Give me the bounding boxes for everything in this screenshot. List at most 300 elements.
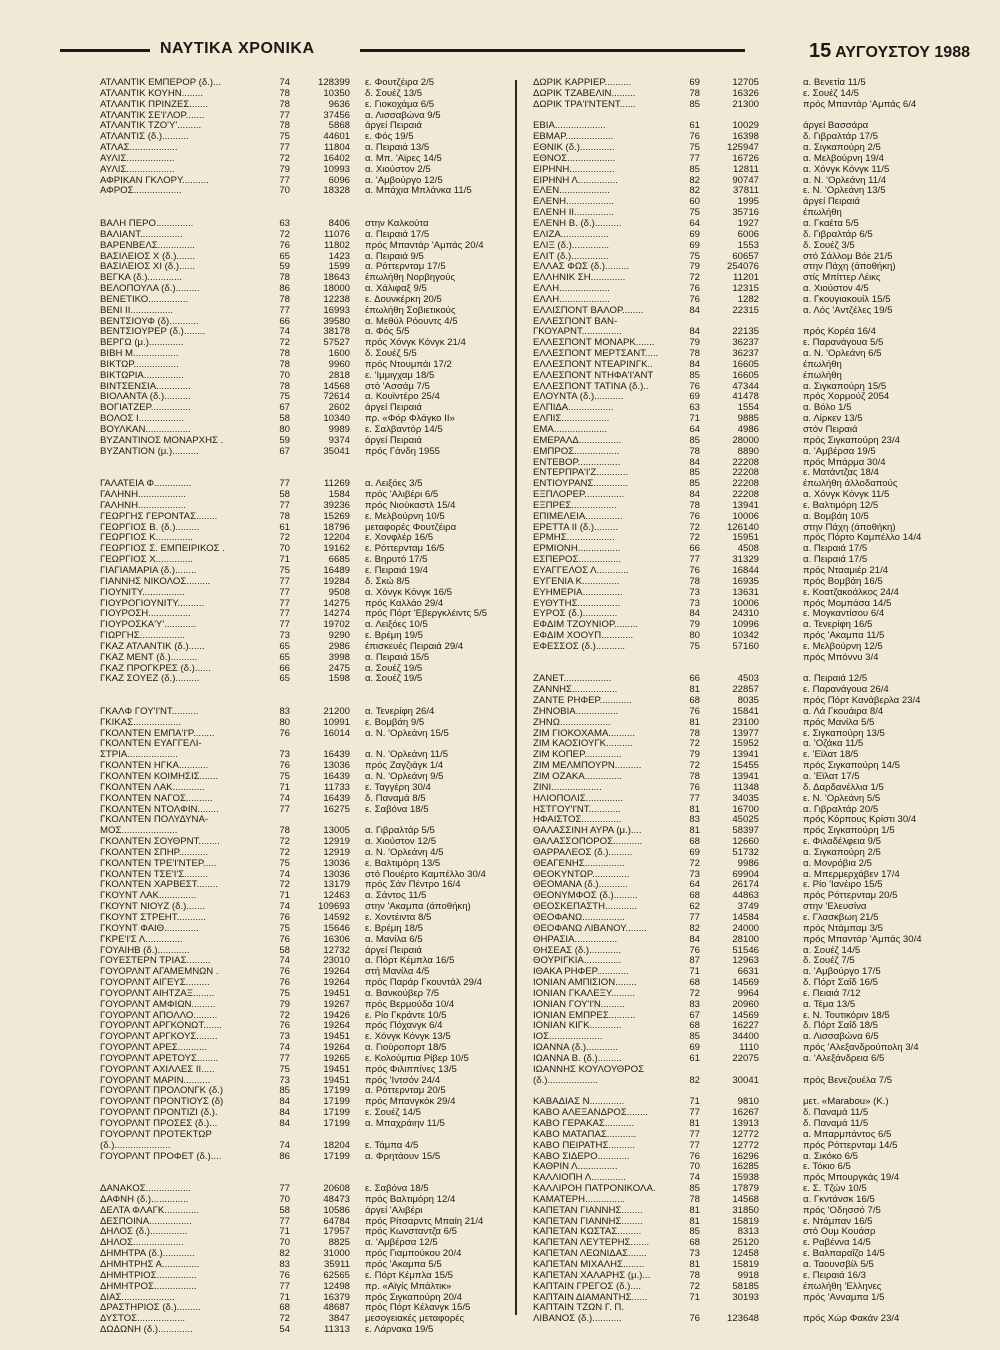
ship-position: ε. Λάρνακα 19/5 xyxy=(365,1325,434,1336)
ship-row xyxy=(100,718,505,729)
ship-row xyxy=(533,653,953,664)
tonnage: 39236 xyxy=(323,500,350,511)
ship-position: δ. Πόρτ Σαΐδ 16/5 xyxy=(803,978,878,989)
tonnage: 12705 xyxy=(732,78,759,88)
build-year: 72 xyxy=(279,1314,290,1325)
build-year: 76 xyxy=(689,945,700,956)
build-year: 76 xyxy=(689,706,700,717)
tonnage: 47344 xyxy=(732,381,759,392)
ship-name: ΓΟΥΟΡΛΝΤ ΠΡΟΣΕΣ (δ.)... xyxy=(100,1119,218,1129)
build-year: 70 xyxy=(279,370,290,381)
ship-position: στό Ουμ Κουάσρ xyxy=(803,1227,876,1238)
build-year: 84 xyxy=(279,1108,290,1119)
build-year: 78 xyxy=(689,500,700,511)
build-year: 68 xyxy=(689,978,700,989)
tonnage: 1282 xyxy=(737,294,759,305)
tonnage: 22075 xyxy=(732,1053,759,1064)
ship-row xyxy=(533,1260,953,1271)
tonnage: 22857 xyxy=(732,685,759,696)
ship-name: ΓΙΑΓΙΑΜΑΡΙΑ (δ.)........ xyxy=(100,565,197,576)
ship-name: ΑΤΛΑΣ.................. xyxy=(100,143,178,154)
ship-name: ΑΦΡΙΚΑΝ ΓΚΛΟΡΥ.......... xyxy=(100,175,209,186)
ship-position: πρός Ντουμπάι 17/2 xyxy=(365,359,452,370)
right-column xyxy=(533,78,953,1325)
ship-row xyxy=(533,165,953,176)
ship-row xyxy=(100,859,505,870)
ship-name: ΓΚΑΖ ΑΤΛΑΝΤΙΚ (δ.)...... xyxy=(100,641,205,652)
tonnage: 16014 xyxy=(323,728,350,739)
tonnage: 17199 xyxy=(323,1119,350,1129)
ship-name: ΕΥΘΥΤΗΣ................ xyxy=(533,598,621,609)
ship-row xyxy=(533,1314,953,1325)
ship-row xyxy=(100,837,505,848)
tonnage: 16296 xyxy=(732,1151,759,1162)
build-year: 72 xyxy=(279,847,290,858)
ship-position: α. Λίρκεν 13/5 xyxy=(803,414,863,425)
tonnage: 9374 xyxy=(328,435,350,446)
ship-row xyxy=(533,523,953,534)
ship-position: α. Μονρόβια 2/5 xyxy=(803,858,872,869)
ship-position: α. Λισσαβώνα 6/5 xyxy=(803,1032,879,1043)
tonnage: 4508 xyxy=(737,544,759,555)
tonnage: 19284 xyxy=(323,576,350,587)
ship-name: ΓΚΑΖ ΣΟΥΕΖ (δ.)......... xyxy=(100,674,200,685)
ship-row xyxy=(100,1238,505,1249)
tonnage: 11733 xyxy=(324,782,350,793)
build-year: 58 xyxy=(279,1205,290,1216)
ship-name: ΗΣΤΓΟΥ'Ι'ΝΤ............ xyxy=(533,804,621,815)
ship-name: ΓΚΑΖ ΜΕΝΤ (δ.).......... xyxy=(100,652,198,663)
ship-name: ΒΕΝΤΣΙΟΥΦ (δ)........... xyxy=(100,316,199,327)
tonnage: 12204 xyxy=(323,533,350,544)
ship-name: ΕΥΗΜΕΡΙΑ............... xyxy=(533,587,623,598)
ship-position: α. Γιούροπορτ 18/5 xyxy=(365,1043,447,1054)
ship-row xyxy=(533,338,953,349)
tonnage: 12963 xyxy=(732,956,759,967)
ship-position: ε. Φουτζέιρα 2/5 xyxy=(365,78,435,88)
ship-name: (δ.)..................... xyxy=(100,1140,171,1151)
build-year: 74 xyxy=(279,1140,290,1151)
ship-position: α. Τενερίφη 26/4 xyxy=(365,706,435,717)
ship-row xyxy=(100,924,505,935)
tonnage: 35041 xyxy=(323,446,350,457)
ship-position: ε. Σαβόνα 18/5 xyxy=(365,1184,429,1195)
ship-name: ΓΙΟΥΡΟΓΙΟΥΝΙΤΥ.......... xyxy=(100,598,205,609)
ship-position: α. Σουέζ 19/5 xyxy=(365,674,423,685)
build-year: 84 xyxy=(689,934,700,945)
build-year: 74 xyxy=(279,78,290,88)
ship-position: α. Ταουνσβίλ 5/5 xyxy=(803,1259,874,1270)
ship-position: δ. Σουέζ 3/5 xyxy=(803,240,855,251)
build-year: 76 xyxy=(279,934,290,945)
ship-row xyxy=(100,1325,505,1336)
ship-position: α. Φρητάουν 15/5 xyxy=(365,1151,441,1162)
ship-name: ΕΛΛΗ................... xyxy=(533,284,610,295)
issue-day: 15 xyxy=(809,40,832,62)
tonnage: 12772 xyxy=(732,1140,759,1151)
build-year: 65 xyxy=(279,251,290,262)
tonnage: 16227 xyxy=(732,1021,759,1032)
tonnage: 3847 xyxy=(328,1314,350,1325)
tonnage: 17199 xyxy=(323,1151,350,1162)
ship-position: α. 'Αμβούργο 17/5 xyxy=(803,967,881,978)
ship-row xyxy=(100,1021,505,1032)
build-year: 61 xyxy=(689,1053,700,1064)
ship-name: ΕΛΛΑΣ ΦΩΣ (δ.)......... xyxy=(533,262,630,273)
ship-name: ΕΦΔΙΜ ΧΟΟΥΠ............ xyxy=(533,631,634,642)
ship-name: ΔΗΛΟΣ (δ.).............. xyxy=(100,1227,188,1238)
ship-name: ΒΑΡΕΝΒΕΛΣ.............. xyxy=(100,240,195,251)
ship-name: ΓΟΥΟΡΛΝΤ ΠΡΟΤΕΚΤΩΡ xyxy=(100,1129,212,1140)
tonnage: 90747 xyxy=(732,175,759,186)
tonnage: 19702 xyxy=(323,620,350,631)
build-year: 78 xyxy=(279,349,290,360)
build-year: 77 xyxy=(279,598,290,609)
tonnage: 12732 xyxy=(323,945,350,956)
ship-row xyxy=(100,1293,505,1304)
tonnage: 10029 xyxy=(732,121,759,132)
tonnage: 10993 xyxy=(323,164,350,175)
build-year: 86 xyxy=(279,1151,290,1162)
ship-position: α. Σουέζ 14/5 xyxy=(803,945,861,956)
build-year: 76 xyxy=(689,511,700,522)
tonnage: 13977 xyxy=(732,728,759,739)
ship-position: δ. Σουέζ 5/5 xyxy=(365,349,417,360)
ship-row xyxy=(533,1032,953,1043)
build-year: 73 xyxy=(279,631,290,642)
ship-name: ΕΝΤΕΒΟΡ................ xyxy=(533,457,621,468)
ship-position: ε. Ρίο 'Ιανέιρο 15/5 xyxy=(803,880,883,891)
ship-position: δ. Σουέζ 7/5 xyxy=(803,956,855,967)
ship-row xyxy=(100,1206,505,1217)
ship-position: ε. Βηρυτό 17/5 xyxy=(365,555,428,566)
tonnage: 64784 xyxy=(323,1216,350,1227)
build-year: 77 xyxy=(279,143,290,154)
ship-row xyxy=(533,913,953,924)
ship-name: ΒΕΡΓΩ (μ.)............. xyxy=(100,338,184,349)
ship-row xyxy=(533,978,953,989)
ship-group xyxy=(100,479,505,685)
ship-group xyxy=(100,219,505,458)
ship-name: ΖΗΝΟΒΙΑ................ xyxy=(533,706,619,717)
ship-row xyxy=(533,685,953,696)
ship-row xyxy=(100,642,505,653)
build-year: 84 xyxy=(689,609,700,620)
ship-name: ΓΚΙΚΑΣ.................. xyxy=(100,717,182,728)
ship-row xyxy=(100,165,505,176)
tonnage: 3998 xyxy=(328,652,350,663)
ship-name: ΓΟΥΟΡΛΝΤ ΜΑΡΙΝ.......... xyxy=(100,1075,211,1086)
ship-name: ΔΗΜΗΤΡΟΣ................ xyxy=(100,1281,197,1292)
ship-name: ΙΟΣ.................... xyxy=(533,1032,603,1043)
ship-name: ΘΗΡΑΣΙΑ................ xyxy=(533,934,618,945)
ship-position: ε. Παρανάγουα 26/4 xyxy=(803,685,889,696)
ship-position: μετ. «Marabou» (Κ.) xyxy=(803,1097,889,1108)
ship-name: ΚΑΠΕΤΑΝ ΛΕΥΤΕΡΗΣ....... xyxy=(533,1238,650,1249)
ship-row xyxy=(533,1173,953,1184)
ship-name: ΘΕΟΦΑΝΩ................ xyxy=(533,912,625,923)
tonnage: 15819 xyxy=(732,1216,759,1227)
ship-position: στην Πάχη (άποθήκη) xyxy=(803,262,896,273)
tonnage: 10342 xyxy=(732,631,759,642)
ship-position: δ. Πόρτ Σαΐδ 18/5 xyxy=(803,1021,878,1032)
ship-position: ε. Πειαιά 7/12 xyxy=(803,988,861,999)
ship-position: α. Σιγκαπούρη 2/5 xyxy=(803,847,881,858)
tonnage: 12315 xyxy=(732,284,759,295)
ship-name: ΓΑΛΗΝΗ.................. xyxy=(100,490,186,501)
build-year: 86 xyxy=(279,284,290,295)
ship-name: ΖΙΜ ΟΖΑΚΑ.............. xyxy=(533,772,623,782)
ship-group xyxy=(533,1097,953,1325)
build-year: 85 xyxy=(689,1227,700,1238)
ship-position: ε. Πόρτ Κέμπλα 15/5 xyxy=(365,1270,454,1281)
build-year: 84 xyxy=(689,359,700,370)
ship-name: ΓΟΥΟΡΛΝΤ ΑΜΦΙΩΝ......... xyxy=(100,999,216,1010)
ship-name: ΕΡΕΤΤΑ ΙΙ (δ.)......... xyxy=(533,522,619,533)
ship-name: ΓΚΟΥΑΡΝΤ............... xyxy=(533,327,622,338)
tonnage: 72614 xyxy=(323,392,350,403)
ship-row xyxy=(533,1282,953,1293)
build-year: 68 xyxy=(689,696,700,707)
ship-position: α. Φός 5/5 xyxy=(365,327,410,338)
ship-position: α. Μπ. 'Αϊρες 14/5 xyxy=(365,153,442,164)
ship-row xyxy=(100,729,505,740)
build-year: 73 xyxy=(689,587,700,598)
ship-row xyxy=(533,230,953,241)
ship-row xyxy=(533,262,953,273)
ship-name: ΕΛΛΗ................... xyxy=(533,294,610,305)
header-rule-left xyxy=(60,49,150,52)
ship-position: ε. Φός 19/5 xyxy=(365,132,414,143)
ship-row xyxy=(533,826,953,837)
build-year: 78 xyxy=(279,826,290,837)
build-year: 76 xyxy=(689,1314,700,1325)
ship-row xyxy=(100,1217,505,1228)
ship-row xyxy=(533,989,953,1000)
build-year: 58 xyxy=(279,490,290,501)
ship-position: πρός Μπαντάρ 'Αμπάς 20/4 xyxy=(365,240,484,251)
build-year: 79 xyxy=(279,999,290,1010)
tonnage: 11802 xyxy=(324,240,350,251)
ship-row xyxy=(533,241,953,252)
tonnage: 8825 xyxy=(328,1238,350,1249)
tonnage: 9290 xyxy=(328,631,350,642)
tonnage: 16935 xyxy=(732,576,759,587)
ship-position: πρός Σιγκαπούρη 14/5 xyxy=(803,761,900,772)
ship-position: ε. Γλασκβωη 21/5 xyxy=(803,912,879,923)
build-year: 71 xyxy=(279,891,290,902)
ship-name: ΓΚΟΛΝΤΕΝ ΠΟΛΥΔΥΝΑ- xyxy=(100,815,209,826)
ship-row xyxy=(533,577,953,588)
ship-row xyxy=(100,392,505,403)
ship-name: ΘΕΟΣΚΕΠΑΣΤΗ............ xyxy=(533,902,638,913)
ship-position: ε. Γιοκοχάμα 6/5 xyxy=(365,99,435,110)
ship-name: ΓΚΟΛΝΤΕΝ ΛΑΚ............ xyxy=(100,782,205,793)
build-year: 79 xyxy=(689,338,700,349)
ship-position: ε. Βαλτιμόρη 13/5 xyxy=(365,858,441,869)
tonnage: 9810 xyxy=(737,1097,759,1108)
ship-row xyxy=(533,458,953,469)
ship-row xyxy=(533,414,953,425)
ship-name: ΙΟΝΙΑΝ ΚΙΓΚ............ xyxy=(533,1021,622,1032)
ship-position: πρός Γάνδη 1955 xyxy=(365,446,441,457)
ship-name: ΙΟΝΙΑΝ ΓΚΑΛΕΞΥ......... xyxy=(533,988,635,999)
ship-position: α. Πειραιά 13/5 xyxy=(365,143,430,154)
ship-position: α. Γιβραλτάρ 20/5 xyxy=(803,804,879,815)
ship-name: ΖΙΜ ΜΕΛΜΠΟΥΡΝ.......... xyxy=(533,761,642,772)
tonnage: 51732 xyxy=(732,847,759,858)
ship-position: πρός Σιγκαπούρη 20/4 xyxy=(365,1292,462,1303)
ship-row xyxy=(533,631,953,642)
ship-row xyxy=(100,1314,505,1325)
build-year: 72 xyxy=(689,988,700,999)
ship-name: ΒΕΓΚΑ (δ.)............. xyxy=(100,273,183,284)
build-year: 69 xyxy=(689,392,700,403)
build-year: 78 xyxy=(279,273,290,284)
ship-row xyxy=(533,100,953,111)
tonnage: 21200 xyxy=(323,706,350,717)
ship-row xyxy=(533,154,953,165)
ship-name: ΙΩΑΝΝΗΣ ΚΟΥΛΟΥΘΡΟΣ xyxy=(533,1064,645,1075)
ship-position: πρός Μομπάσα 14/5 xyxy=(803,598,892,609)
ship-name: ΕΛΕΝ................... xyxy=(533,186,610,197)
build-year: 68 xyxy=(279,1303,290,1314)
ship-row xyxy=(100,826,505,837)
ship-row xyxy=(100,631,505,642)
ship-position: δ. Γιβραλτάρ 17/5 xyxy=(803,132,878,143)
tonnage: 16326 xyxy=(732,88,759,99)
ship-position: ε. Ν. 'Ορλεάνη 5/5 xyxy=(803,793,881,804)
ship-position: α. Σιγκαπούρη 2/5 xyxy=(803,143,881,154)
build-year: 76 xyxy=(279,1021,290,1032)
ship-name: ΚΑΒΟ ΓΕΡΑΚΑΣ........... xyxy=(533,1119,635,1129)
ship-row xyxy=(100,78,505,89)
tonnage: 12772 xyxy=(732,1129,759,1140)
ship-position: ε. Σουέζ 14/5 xyxy=(365,1108,421,1119)
tonnage: 34400 xyxy=(732,1032,759,1043)
ship-row xyxy=(533,1043,953,1054)
ship-position: α. Βανκούβερ 7/5 xyxy=(365,988,440,999)
build-year: 76 xyxy=(279,967,290,978)
build-year: 74 xyxy=(279,902,290,913)
ship-name: ΕΥΑΓΓΕΛΟΣ Λ............ xyxy=(533,565,629,576)
ship-position: ε. Ραβέννα 14/5 xyxy=(803,1238,871,1249)
build-year: 69 xyxy=(689,229,700,240)
tonnage: 6631 xyxy=(737,967,759,978)
ship-position: α. 'Εϊλατ 17/5 xyxy=(803,772,860,782)
ship-position: πρός Φιλιππίνες 13/5 xyxy=(365,1064,457,1075)
ship-row xyxy=(100,349,505,360)
ship-row xyxy=(533,566,953,577)
ship-row xyxy=(533,392,953,403)
ship-position: πρός Μπαντάρ 'Αμπάς 30/4 xyxy=(803,934,922,945)
ship-row xyxy=(100,143,505,154)
tonnage: 38178 xyxy=(323,327,350,338)
ship-position: ε. Σαλβαντόρ 14/5 xyxy=(365,425,443,435)
build-year: 71 xyxy=(689,1292,700,1303)
ship-row xyxy=(533,1238,953,1249)
ship-row xyxy=(533,674,953,685)
ship-name: ΚΑΠΕΤΑΝ ΜΙΧΑΛΗΣ........ xyxy=(533,1259,645,1270)
ship-position: πρός Πόρτ Κέλανγκ 15/5 xyxy=(365,1303,471,1314)
ship-row xyxy=(100,772,505,783)
ship-row xyxy=(533,501,953,512)
tonnage: 15841 xyxy=(732,706,759,717)
build-year: 66 xyxy=(689,674,700,685)
build-year: 72 xyxy=(279,153,290,164)
tonnage: 13036 xyxy=(323,858,350,869)
ship-row xyxy=(533,707,953,718)
ship-name: ΚΑΘΡΙΝ Λ............... xyxy=(533,1162,618,1173)
ship-position: στό Πουέρτο Καμπέλλο 30/4 xyxy=(365,869,486,880)
tonnage: 109693 xyxy=(317,902,350,913)
ship-position: ε. Σουέζ 14/5 xyxy=(803,88,859,99)
tonnage: 1553 xyxy=(737,240,759,251)
build-year: 64 xyxy=(689,880,700,891)
build-year: 72 xyxy=(279,229,290,240)
ship-name: ΕΞΠΛΟΡΕΡ............... xyxy=(533,490,625,501)
ship-name: ΕΛΙΖΑ.................. xyxy=(533,229,609,240)
tonnage: 10006 xyxy=(732,511,759,522)
ship-position: πρός Ντααμιέρ 21/4 xyxy=(803,565,889,576)
ship-name: ΓΟΥΟΡΛΝΤ ΠΡΟΝΤΙΖΙ (δ.). xyxy=(100,1108,218,1119)
ship-position: πρός Σάν Πέντρο 16/4 xyxy=(365,880,461,891)
tonnage: 12458 xyxy=(732,1249,759,1260)
tonnage: 11269 xyxy=(324,479,350,490)
ship-position: πρός Βαλτιμόρη 12/4 xyxy=(365,1194,456,1205)
build-year: 70 xyxy=(279,544,290,555)
ship-name: ΕΝΤΙΟΥΡΑΝΣ............. xyxy=(533,479,628,490)
ship-name: ΒΕΝΙ ΙΙ................ xyxy=(100,305,174,316)
ship-name: ΘΑΡΡΑΛΕΟΣ (δ.)......... xyxy=(533,847,633,858)
ship-name: ΕΡΜΙΟΝΗ................ xyxy=(533,544,621,555)
ship-name: ΓΕΩΡΓΙΟΣ Κ.............. xyxy=(100,533,193,544)
ship-name: ΓΚΟΛΝΤΕΝ ΧΑΡΒΕΣΤ........ xyxy=(100,880,218,891)
ship-name: ΕΥΡΟΣ (δ.)............. xyxy=(533,609,618,620)
ship-row xyxy=(100,425,505,436)
build-year: 85 xyxy=(689,468,700,479)
ship-name: ΘΕΟΝΥΜΦΟΣ (δ.)......... xyxy=(533,891,638,902)
ship-row xyxy=(533,349,953,360)
ship-row xyxy=(533,794,953,805)
tonnage: 16267 xyxy=(732,1108,759,1119)
ship-row xyxy=(533,935,953,946)
ship-position: στην 'Ακαμπα (άποθήκη) xyxy=(365,902,471,913)
ship-position: στην 'Ελευσίνα xyxy=(803,902,867,913)
ship-name: ΙΟΝΙΑΝ ΑΜΠΙΣΙΟΝ........ xyxy=(533,978,637,989)
ship-row xyxy=(100,891,505,902)
ship-row xyxy=(100,100,505,111)
ship-position: ε. Τάμπα 4/5 xyxy=(365,1140,419,1151)
build-year: 81 xyxy=(689,826,700,837)
ship-position: πρός Ρίτσαρντς Μπαίη 21/4 xyxy=(365,1216,484,1227)
build-year: 77 xyxy=(279,500,290,511)
tonnage: 9960 xyxy=(328,359,350,370)
tonnage: 37456 xyxy=(323,110,350,121)
ship-position: α. Πειραιά 17/5 xyxy=(803,544,868,555)
tonnage: 2602 xyxy=(328,403,350,414)
ship-name: ΕΘΝΟΣ.................. xyxy=(533,153,616,164)
build-year: 85 xyxy=(279,1086,290,1097)
ship-position: πρός Χορμούζ 2054 xyxy=(803,392,890,403)
build-year: 69 xyxy=(689,847,700,858)
ship-row xyxy=(100,609,505,620)
ship-name: ΚΑΒΟ ΑΛΕΞΑΝΔΡΟΣ........ xyxy=(533,1108,649,1119)
ship-row xyxy=(533,143,953,154)
ship-name: ΔΥΣΤΟΣ.................. xyxy=(100,1314,186,1325)
build-year: 73 xyxy=(279,1032,290,1043)
ship-row xyxy=(100,479,505,490)
